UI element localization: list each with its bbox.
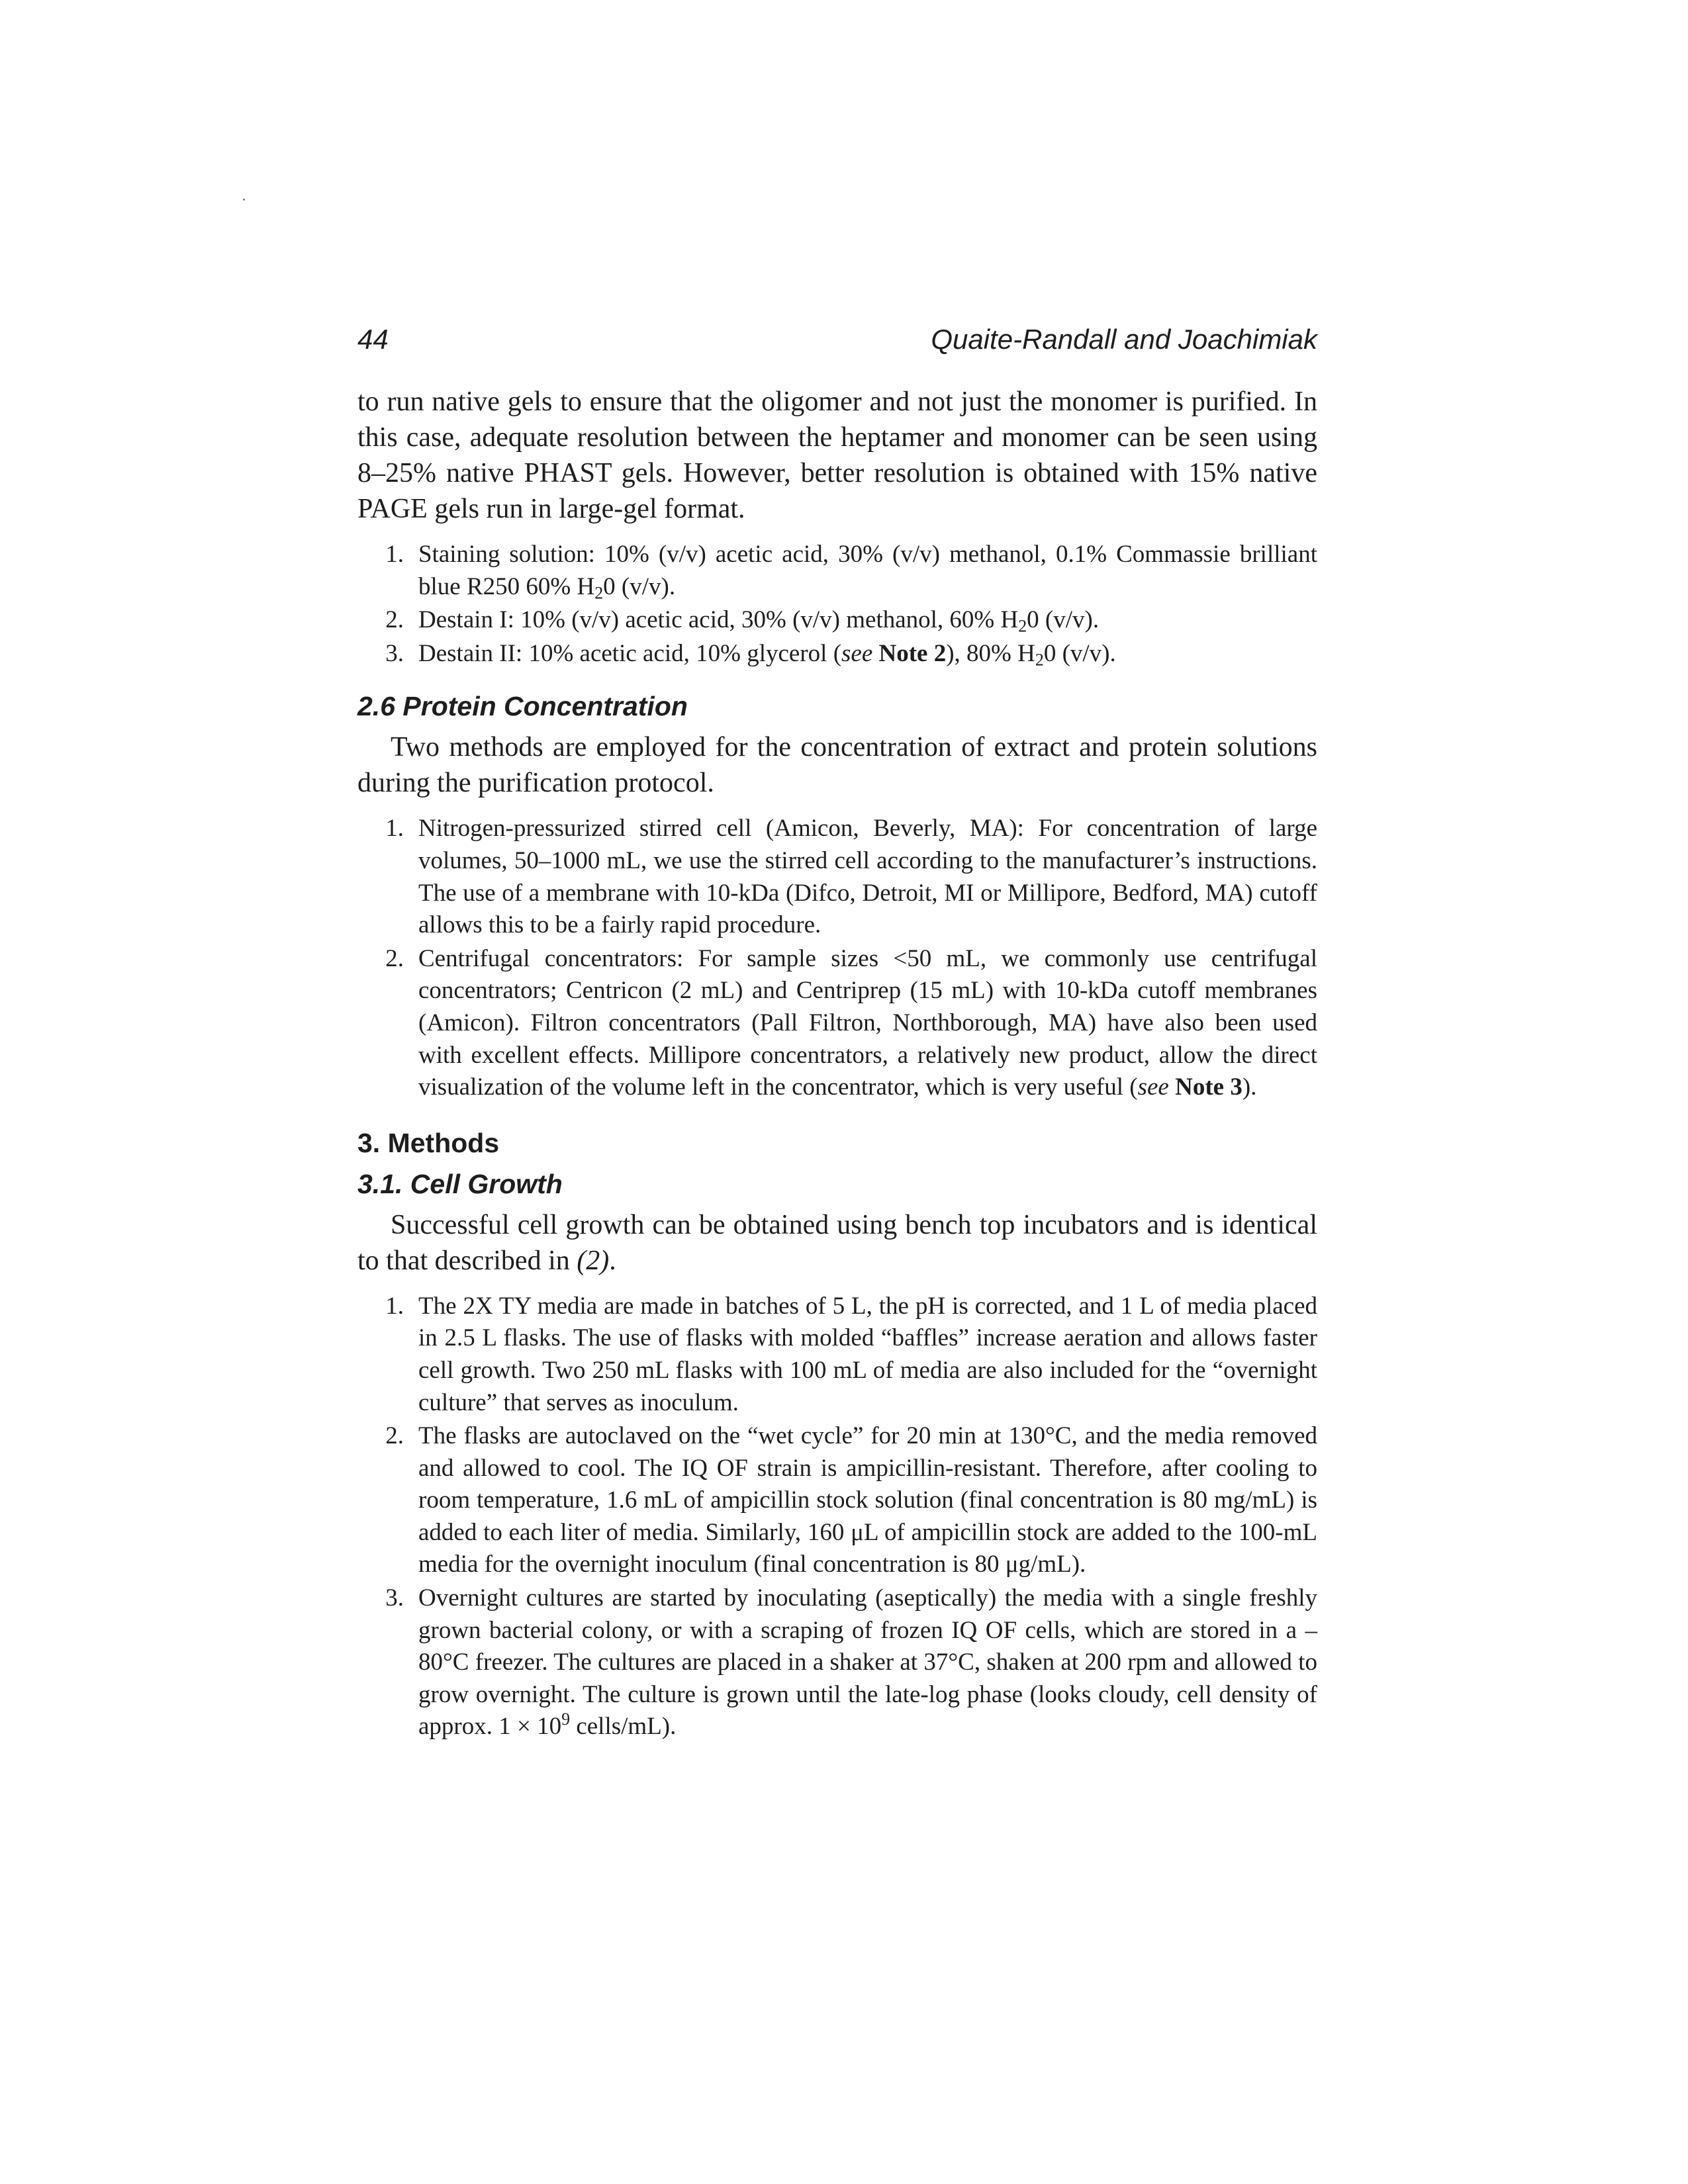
list-item (357, 1291, 1317, 1419)
list-item (357, 638, 1317, 670)
item-text: Nitrogen-pressurized stirred cell (Amicon, Beverly, MA): For concentration of large volumes, 50–1000 mL, we use the stirred cell according to the manufacturer’s instructions. The use of a membrane with 10-kDa (Difco, Detroit, MI or Millipore, Bedford, MA) cutoff allows this to be a fairly rapid procedure. (418, 815, 1317, 939)
item-text: Destain II: 10% acetic acid, 10% glycerol (see Note 2), 80% $H_20$ (v/v). (418, 639, 1116, 670)
intro-paragraph: to run native gels to ensure that the oligomer and not just the monomer is purified. In this case, adequate resolution between the heptamer and monomer can be seen using 8–25% native PHAST gels. However, better resolution is obtained with 15% native PAGE gels run in large-gel format. (357, 387, 1317, 524)
scan-speck (243, 199, 245, 201)
note-reference: Note 3 (1175, 1073, 1243, 1101)
item-number: 1. (385, 541, 404, 568)
section-heading-methods: 3. Methods (357, 1127, 500, 1158)
subsection-heading-cell-growth: 3.1. Cell Growth (357, 1168, 563, 1199)
section-2-6-intro: Two methods are employed for the concentration of extract and protein solutions during the purification protocol. (357, 732, 1317, 799)
item-number: 1. (385, 815, 404, 842)
citation-reference: (2) (577, 1245, 610, 1276)
cell-growth-intro: Successful cell growth can be obtained using bench top incubators and is identical to that described in (2). (357, 1209, 1317, 1276)
list-item (357, 1582, 1317, 1743)
item-text: Overnight cultures are started by inoculating (aseptically) the media with a single freshly grown bacterial colony, or with a scraping of frozen IQ OF cells, which are stored in a –80°C freezer. The cultures are placed in a shaker at 37°C, shaken at 200 rpm and allowed to grow overnight. The culture is grown until the late-log phase (looks cloudy, cell density of approx. $1 \times 10^9$ cells/mL). (418, 1584, 1317, 1741)
list-item (357, 604, 1317, 637)
item-text: Staining solution: 10% (v/v) acetic acid, 30% (v/v) methanol, 0.1% Commassie brilliant blue R250 60% $H_20$ (v/v). (418, 541, 1317, 603)
item-text: Destain I: 10% (v/v) acetic acid, 30% (v/v) methanol, 60% $H_20$ (v/v). (418, 606, 1100, 636)
item-number: 2. (385, 606, 404, 634)
item-text: Centrifugal concentrators: For sample sizes <50 mL, we commonly use centrifugal concentrators; Centricon (2 mL) and Centriprep (15 mL) with 10-kDa cutoff membranes (Amicon). Filtron concentrators (Pall Filtron, Northborough, MA) have also been used with excellent effects. Millipore concentrators, a relatively new product, allow the direct visualization of the volume left in the concentrator, which is very useful (see Note 3). (418, 944, 1317, 1101)
cell-growth-list (357, 1291, 1317, 1743)
running-title: Quaite-Randall and Joachimiak (931, 324, 1317, 355)
item-text: The 2X TY media are made in batches of 5 L, the pH is corrected, and 1 L of media placed in 2.5 L flasks. The use of flasks with molded “baffles” increase aeration and allows faster cell growth. Two 250 mL flasks with 100 mL of media are also included for the “overnight culture” that serves as inoculum. (418, 1292, 1317, 1416)
page (357, 318, 1317, 1755)
item-number: 1. (385, 1292, 404, 1320)
page-number: 44 (357, 324, 389, 355)
running-head (357, 318, 1317, 361)
item-number: 2. (385, 944, 404, 972)
concentration-list (357, 813, 1317, 1103)
list-item (357, 539, 1317, 603)
item-number: 3. (385, 1584, 404, 1612)
section-heading-2-6: 2.6 Protein Concentration (357, 691, 688, 722)
list-item (357, 1420, 1317, 1581)
list-item (357, 943, 1317, 1104)
item-number: 2. (385, 1422, 404, 1450)
item-number: 3. (385, 639, 404, 667)
note-reference: Note 2 (878, 639, 947, 667)
staining-list (357, 539, 1317, 670)
list-item (357, 813, 1317, 941)
item-text: The flasks are autoclaved on the “wet cycle” for 20 min at 130°C, and the media removed and allowed to cool. The IQ OF strain is ampicillin-resistant. Therefore, after cooling to room temperature, 1.6 mL of ampicillin stock solution (final concentration is 80 mg/mL) is added to each liter of media. Similarly, 160 μL of ampicillin stock are added to the 100-mL media for the overnight inoculum (final concentration is 80 μg/mL). (418, 1422, 1317, 1578)
